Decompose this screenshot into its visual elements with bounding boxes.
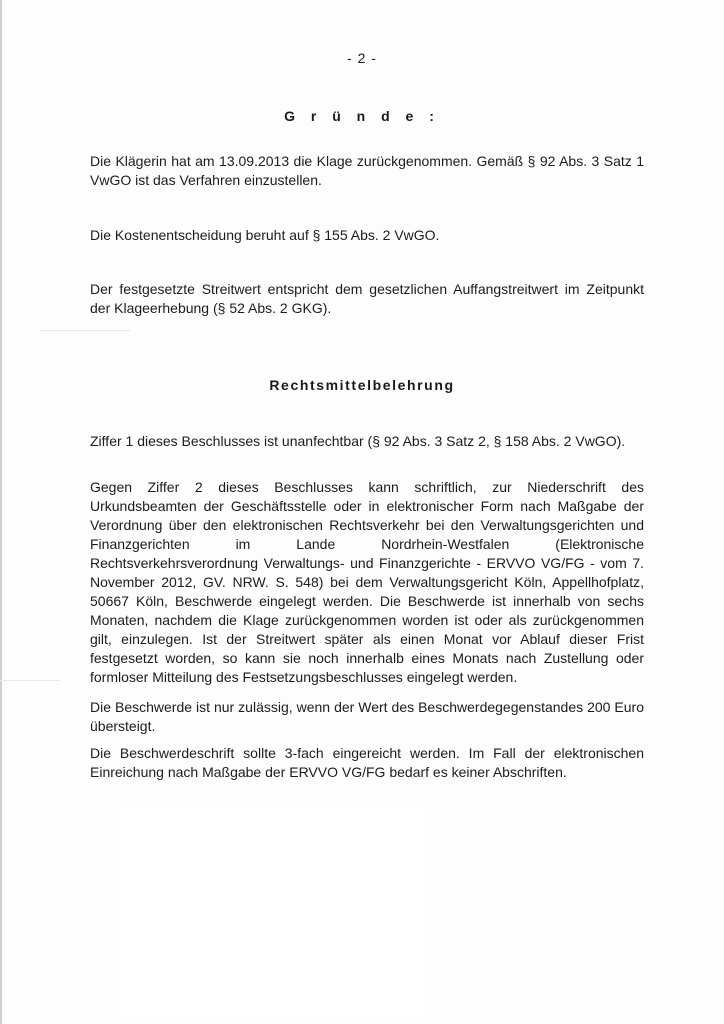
redacted-signature-block bbox=[120, 806, 425, 1016]
reasons-paragraph: Der festgesetzte Streitwert entspricht dem gesetzlichen Auffangstreitwert im Zeitpunkt der Klageerhebung (§ 52 Abs. 2 GKG). bbox=[90, 281, 644, 316]
remedy-paragraph: Gegen Ziffer 2 dieses Beschlusses kann schriftlich, zur Niederschrift des Urkundsbeamten der Geschäftsstelle oder in elektronischer Form nach Maßgabe der Verordnung über den elektronischen Rechtsverkehr bei den Verwaltungsgerichten und Finanzgerichten im Lande Nordrhein-Westfalen (Elektronische Rechtsverkehrsverordnung Verwaltungs- und Finanzgerichte - ERVVO VG/FG - vom 7. November 2012, GV. NRW. S. 548) bei dem Verwaltungsgericht Köln, Appellhofplatz, 50667 Köln, Beschwerde eingelegt werden. Die Beschwerde ist innerhalb von sechs Monaten, nachdem die Klage zurückgenommen worden ist oder als zurückgenommen gilt, einzulegen. Ist der Streitwert später als einen Monat vor Ablauf dieser Frist festgesetzt worden, so kann sie noch innerhalb eines Monats nach Zustellung oder formloser Mitteilung des Festsetzungsbeschlusses eingelegt werden. bbox=[90, 479, 644, 685]
scan-artifact bbox=[40, 330, 130, 331]
heading-reasons: G r ü n d e : bbox=[284, 108, 440, 124]
reasons-paragraph: Die Klägerin hat am 13.09.2013 die Klage zurückgenommen. Gemäß § 92 Abs. 3 Satz 1 VwGO ist das Verfahren einzustellen. bbox=[90, 153, 644, 188]
page-number: - 2 - bbox=[347, 50, 377, 66]
reasons-paragraph: Die Kostenentscheidung beruht auf § 155 Abs. 2 VwGO. bbox=[90, 227, 440, 243]
remedy-paragraph: Die Beschwerde ist nur zulässig, wenn der Wert des Beschwerdegegenstandes 200 Euro übersteigt. bbox=[90, 699, 644, 734]
remedy-paragraph: Ziffer 1 dieses Beschlusses ist unanfechtbar (§ 92 Abs. 3 Satz 2, § 158 Abs. 2 VwGO). bbox=[90, 433, 626, 449]
scan-edge bbox=[0, 0, 2, 1024]
scan-artifact bbox=[0, 680, 60, 681]
heading-legal-remedy: Rechtsmittelbelehrung bbox=[269, 377, 455, 393]
remedy-paragraph: Die Beschwerdeschrift sollte 3-fach eingereicht werden. Im Fall der elektronischen Einreichung nach Maßgabe der ERVVO VG/FG bedarf es keiner Abschriften. bbox=[90, 745, 644, 780]
